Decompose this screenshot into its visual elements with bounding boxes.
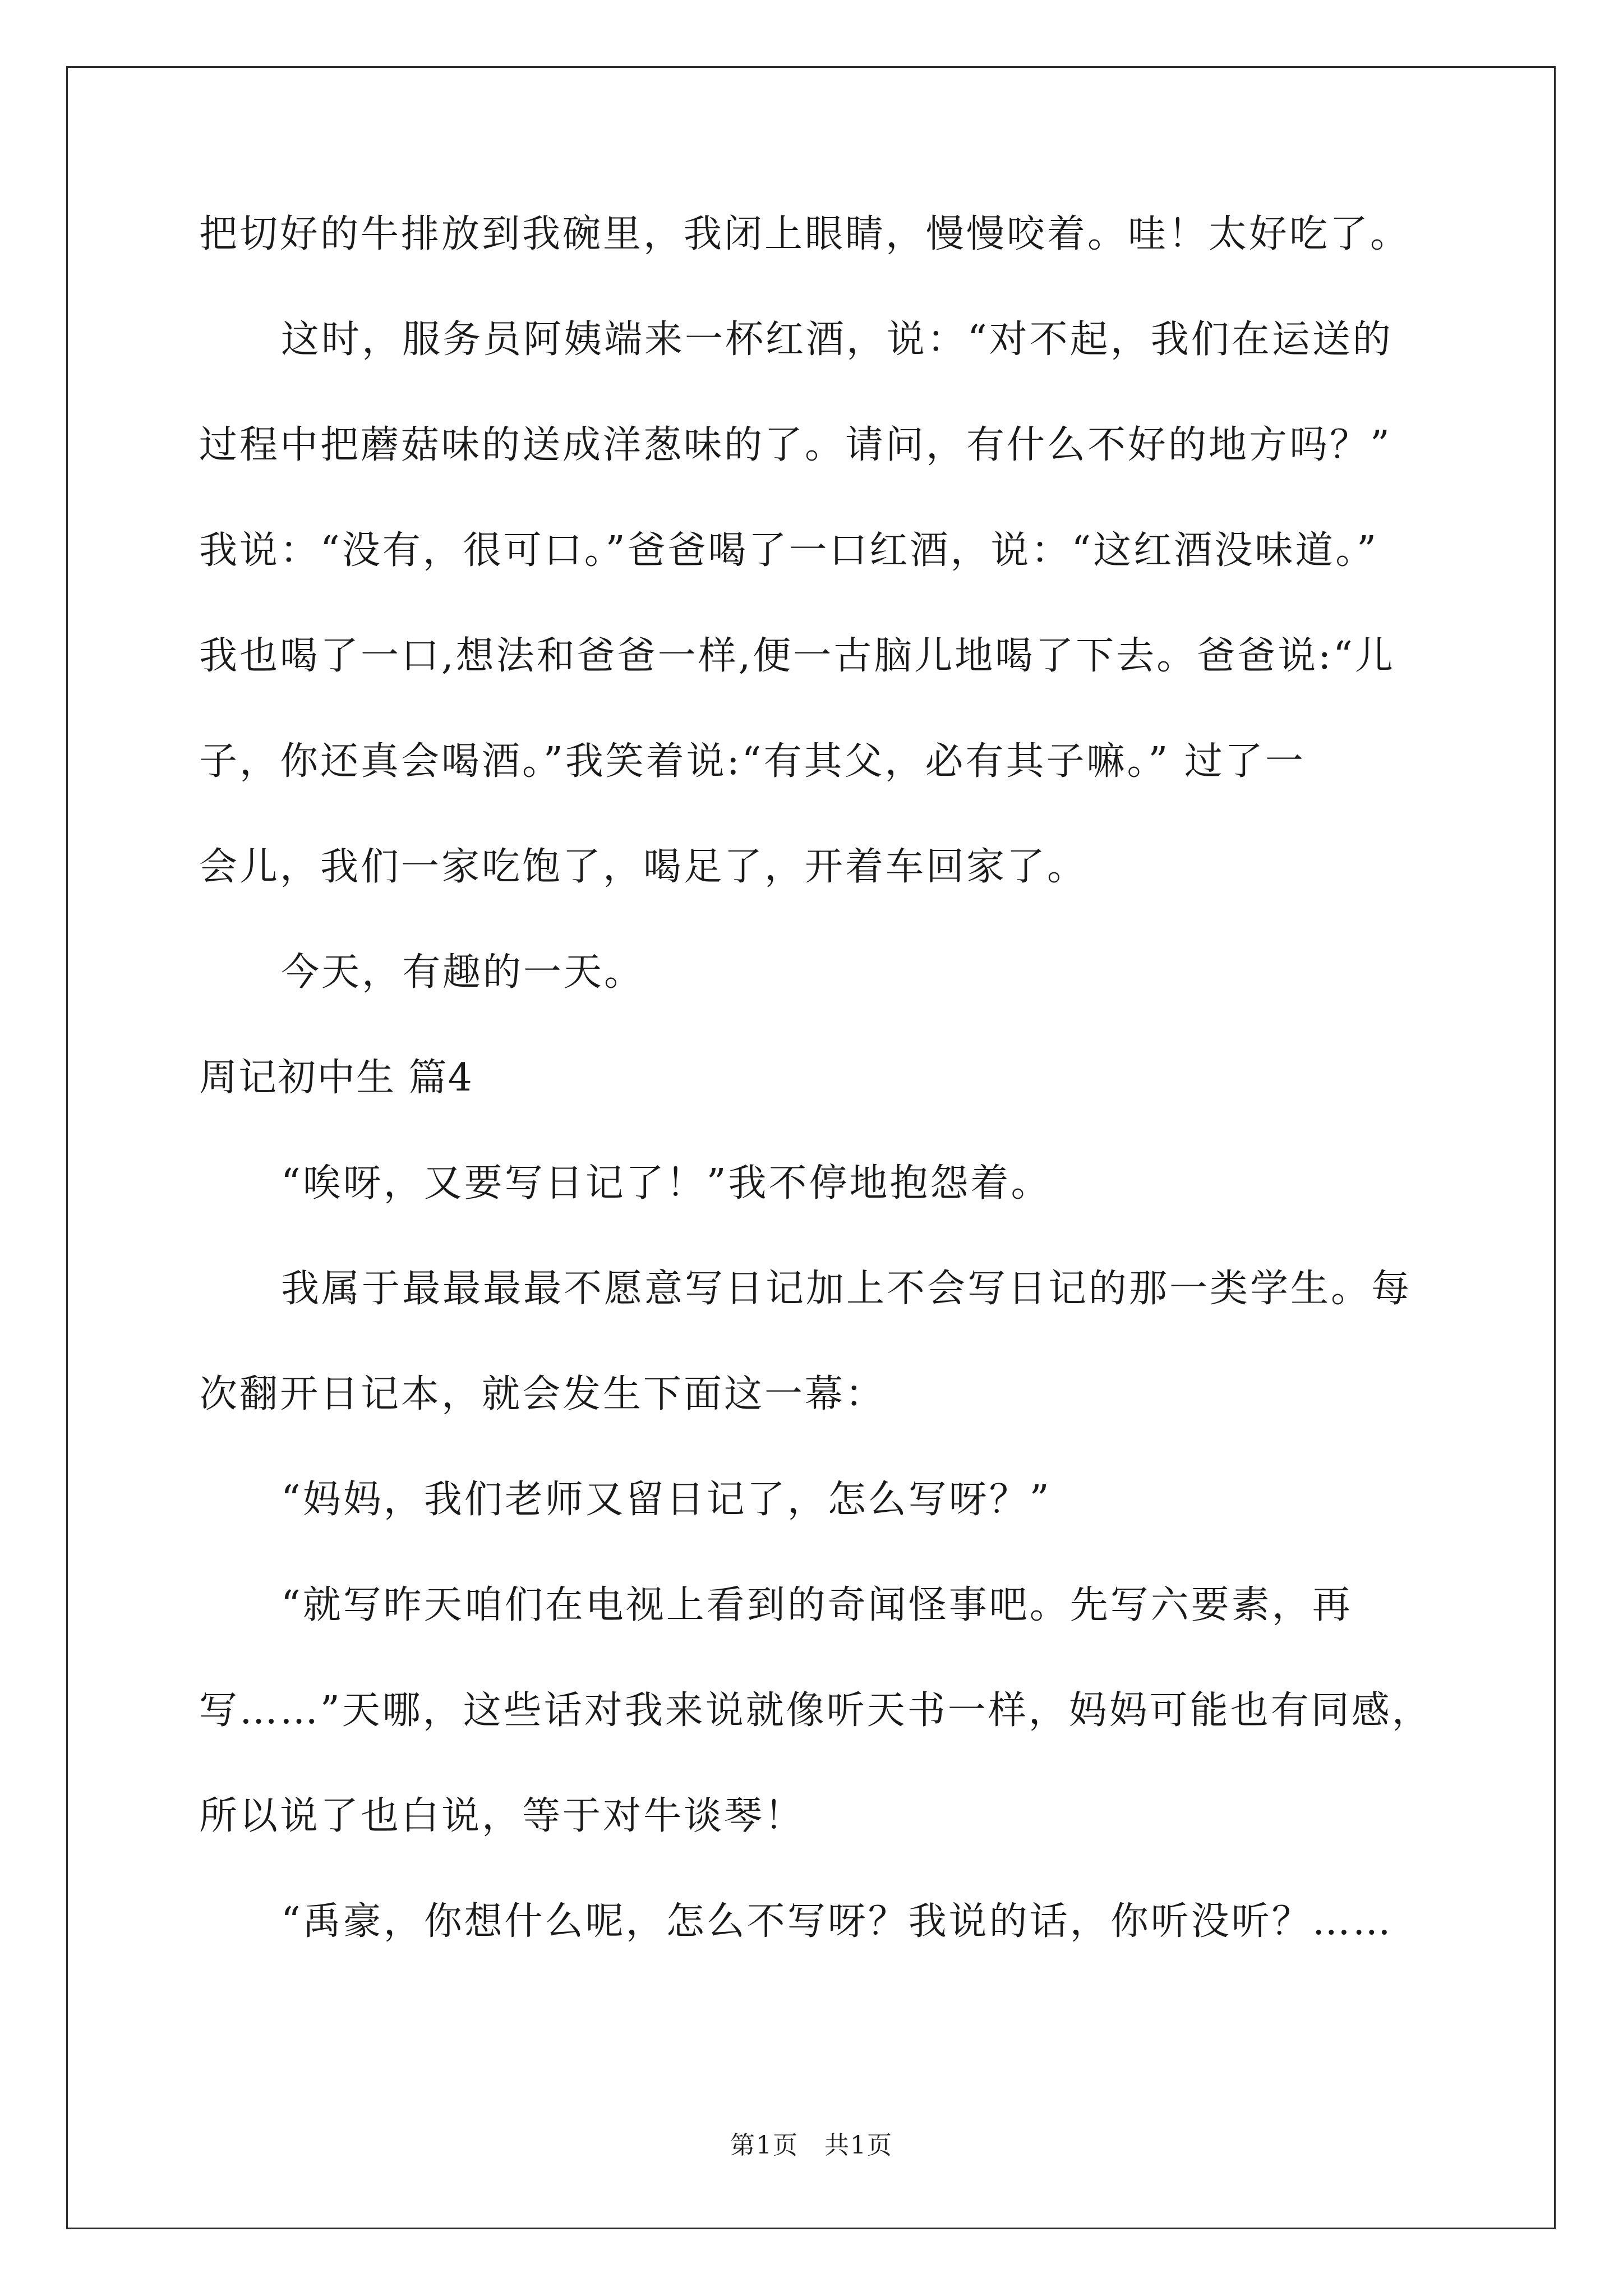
paragraph-line-17: “禹豪，你想什么呢，怎么不写呀？我说的话，你听没听？…… — [281, 1899, 1393, 1944]
paragraph-line-1: 把切好的牛排放到我碗里，我闭上眼睛，慢慢咬着。哇！太好吃了。 — [199, 212, 1411, 256]
document-body — [199, 208, 1444, 2000]
paragraph-line-6: 子，你还真会喝酒。”我笑着说:“有其父，必有其子嘛。” 过了一 — [199, 739, 1306, 784]
paragraph-line-5: 我也喝了一口,想法和爸爸一样,便一古脑儿地喝了下去。爸爸说:“儿 — [199, 634, 1395, 678]
paragraph-line-2: 这时，服务员阿姨端来一杯红酒，说：“对不起，我们在运送的 — [281, 318, 1393, 362]
paragraph-line-4: 我说：“没有，很可口。”爸爸喝了一口红酒，说：“这红酒没味道。” — [199, 528, 1379, 573]
section-heading: 周记初中生 篇4 — [199, 1056, 473, 1100]
paragraph-line-7: 会儿，我们一家吃饱了，喝足了，开着车回家了。 — [199, 845, 1088, 889]
paragraph-line-8: 今天，有趣的一天。 — [281, 950, 645, 995]
paragraph-line-11: 我属于最最最最不愿意写日记加上不会写日记的那一类学生。每 — [281, 1267, 1412, 1311]
paragraph-line-16: 所以说了也白说，等于对牛谈琴！ — [199, 1794, 805, 1838]
page-number-footer: 第1页 共1页 — [730, 2131, 893, 2160]
paragraph-line-3: 过程中把蘑菇味的送成洋葱味的了。请问，有什么不好的地方吗？” — [199, 423, 1392, 467]
paragraph-line-15: 写……”天哪，这些话对我来说就像听天书一样，妈妈可能也有同感， — [199, 1688, 1432, 1733]
paragraph-line-13: “妈妈，我们老师又留日记了，怎么写呀？” — [281, 1478, 1052, 1522]
paragraph-line-12: 次翻开日记本，就会发生下面这一幕： — [199, 1372, 886, 1416]
paragraph-line-10: “唉呀，又要写日记了！”我不停地抱怨着。 — [281, 1161, 1052, 1205]
paragraph-line-14: “就写昨天咱们在电视上看到的奇闻怪事吧。先写六要素，再 — [281, 1583, 1353, 1627]
